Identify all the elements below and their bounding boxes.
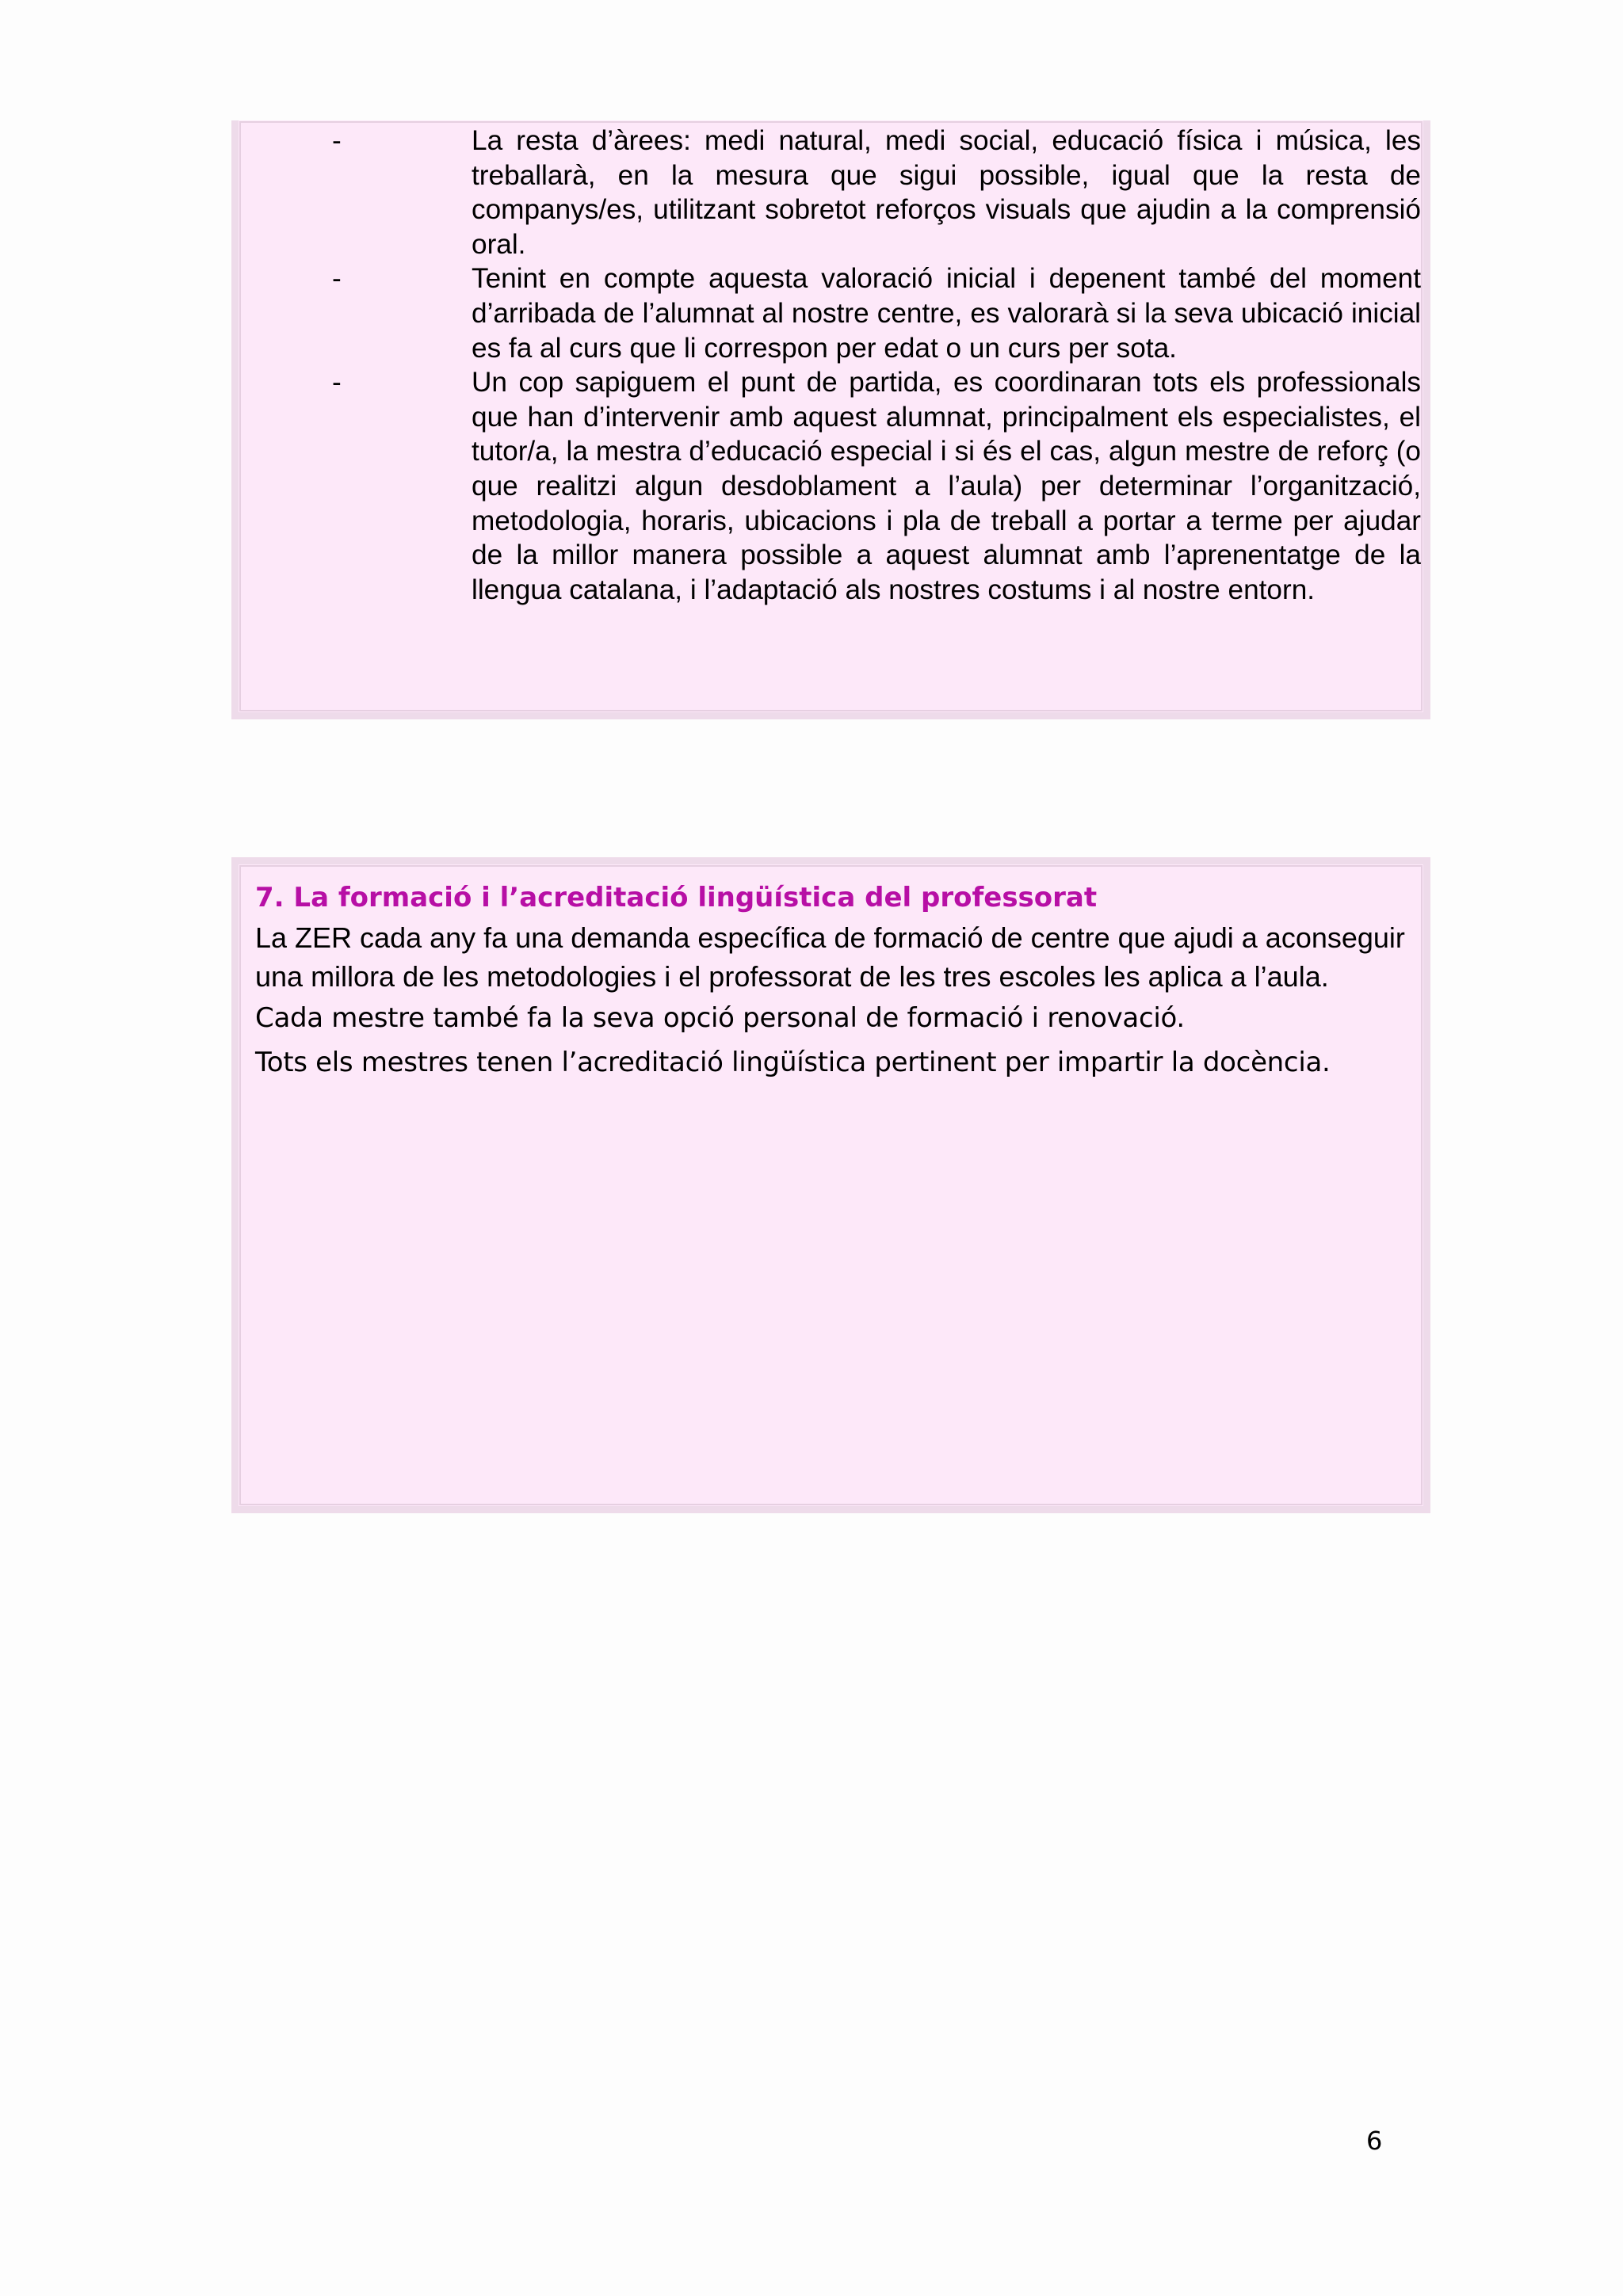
bullet-marker: - (332, 125, 342, 156)
bullet-item (332, 261, 1421, 365)
bullet-marker: - (332, 263, 342, 295)
bullet-text: La resta d’àrees: medi natural, medi social, educació física i música, les treballarà, en la mesura que sigui possible, igual que la resta de companys/es, utilitzant sobretot reforços visuals que ajudin a la comprensió oral. (472, 125, 1421, 260)
bullet-text: Tenint en compte aquesta valoració inicial i depenent també del moment d’arribada de l’alumnat al nostre centre, es valorarà si la seva ubicació inicial es fa al curs que li correspon per edat o un curs per sota. (472, 263, 1421, 364)
bullet-item (332, 365, 1421, 607)
section-paragraph: Cada mestre també fa la seva opció personal de formació i renovació. (255, 1002, 1185, 1034)
section-title: 7. La formació i l’acreditació lingüística del professorat (255, 882, 1098, 913)
bullet-text: Un cop sapiguem el punt de partida, es coordinaran tots els professionals que han d’intervenir amb aquest alumnat, principalment els especialistes, el tutor/a, la mestra d’educació especial i si és el cas, algun mestre de reforç (o que realitzi algun desdoblament a l’aula) per determinar l’organització, metodologia, horaris, ubicacions i pla de treball a portar a terme per ajudar de la millor manera possible a aquest alumnat amb l’aprenentatge de la llengua catalana, i l’adaptació als nostres costums i al nostre entorn. (472, 367, 1421, 605)
section-paragraph: La ZER cada any fa una demanda específica de formació de centre que ajudi a aconseguir una millora de les metodologies i el professorat de les tres escoles les aplica a l’aula. (255, 921, 1405, 993)
bullet-list (332, 124, 1421, 607)
section-paragraph: Tots els mestres tenen l’acreditació lingüística pertinent per impartir la docència. (255, 1047, 1331, 1078)
page-number: 6 (1366, 2126, 1383, 2156)
section-7-box (231, 857, 1430, 1513)
section-7 (255, 877, 1421, 1085)
continuation-text-box (231, 120, 1430, 719)
bullet-marker: - (332, 367, 342, 399)
bullet-item (332, 124, 1421, 261)
